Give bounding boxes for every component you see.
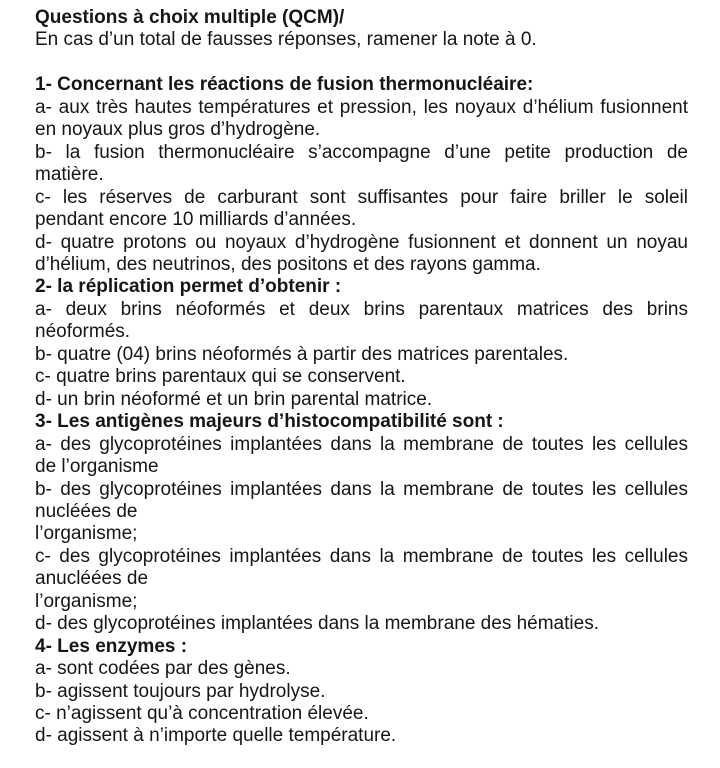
- q1-option-a-line2: en noyaux plus gros d’hydrogène.: [35, 119, 321, 141]
- q3-option-a-line2: de l’organisme: [35, 456, 159, 478]
- document-title: Questions à choix multiple (QCM)/: [35, 7, 345, 28]
- q4-option-a: a- sont codées par des gènes.: [35, 658, 291, 680]
- q1-option-c-line2: pendant encore 10 milliards d’années.: [35, 209, 357, 231]
- q3-option-a-line1: a- des glycoprotéines implantées dans la membrane de toutes les cellules: [35, 433, 688, 455]
- q3-option-b-line3: l’organisme;: [35, 523, 138, 545]
- q3-option-d: d- des glycoprotéines implantées dans la membrane des hématies.: [35, 613, 599, 635]
- question-1-heading: 1- Concernant les réactions de fusion thermonucléaire:: [35, 74, 534, 96]
- q1-option-d-line1: d- quatre protons ou noyaux d’hydrogène fusionnent et donnent un noyau: [35, 231, 688, 253]
- question-1: [35, 74, 688, 276]
- grading-note: En cas d’un total de fausses réponses, ramener la note à 0.: [35, 29, 537, 51]
- q2-option-a-line1: a- deux brins néoformés et deux brins parentaux matrices des brins: [35, 298, 688, 320]
- q1-option-d-line2: d’hélium, des neutrinos, des positons et des rayons gamma.: [35, 253, 541, 275]
- q3-option-c-line3: l’organisme;: [35, 590, 138, 612]
- q3-option-b-line2: nucléées de: [35, 500, 138, 522]
- q2-option-a-line2: néoformés.: [35, 321, 131, 343]
- question-4-heading: 4- Les enzymes :: [35, 635, 188, 657]
- q1-option-b-line2: matière.: [35, 164, 104, 186]
- question-4: [35, 636, 688, 748]
- q3-option-b-line1: b- des glycoprotéines implantées dans la membrane de toutes les cellules: [35, 478, 688, 500]
- blank-line: [35, 52, 688, 74]
- q1-option-a-line1: a- aux très hautes températures et pression, les noyaux d’hélium fusionnent: [35, 96, 688, 118]
- q3-option-c-line2: anucléées de: [35, 568, 149, 590]
- q4-option-d: d- agissent à n’importe quelle température.: [35, 725, 397, 747]
- q4-option-c: c- n’agissent qu’à concentration élevée.: [35, 703, 369, 725]
- q3-option-c-line1: c- des glycoprotéines implantées dans la membrane de toutes les cellules: [35, 545, 688, 567]
- q1-option-b-line1: b- la fusion thermonucléaire s’accompagne d’une petite production de: [35, 141, 688, 163]
- question-2: [35, 276, 688, 411]
- q2-option-d: d- un brin néoformé et un brin parental matrice.: [35, 388, 433, 410]
- question-2-heading: 2- la réplication permet d’obtenir :: [35, 276, 342, 298]
- question-3-heading: 3- Les antigènes majeurs d’histocompatibilité sont :: [35, 411, 504, 433]
- q4-option-b: b- agissent toujours par hydrolyse.: [35, 680, 326, 702]
- question-3: [35, 411, 688, 636]
- q2-option-c: c- quatre brins parentaux qui se conservent.: [35, 366, 406, 388]
- q2-option-b: b- quatre (04) brins néoformés à partir des matrices parentales.: [35, 343, 569, 365]
- q1-option-c-line1: c- les réserves de carburant sont suffisantes pour faire briller le soleil: [35, 186, 688, 208]
